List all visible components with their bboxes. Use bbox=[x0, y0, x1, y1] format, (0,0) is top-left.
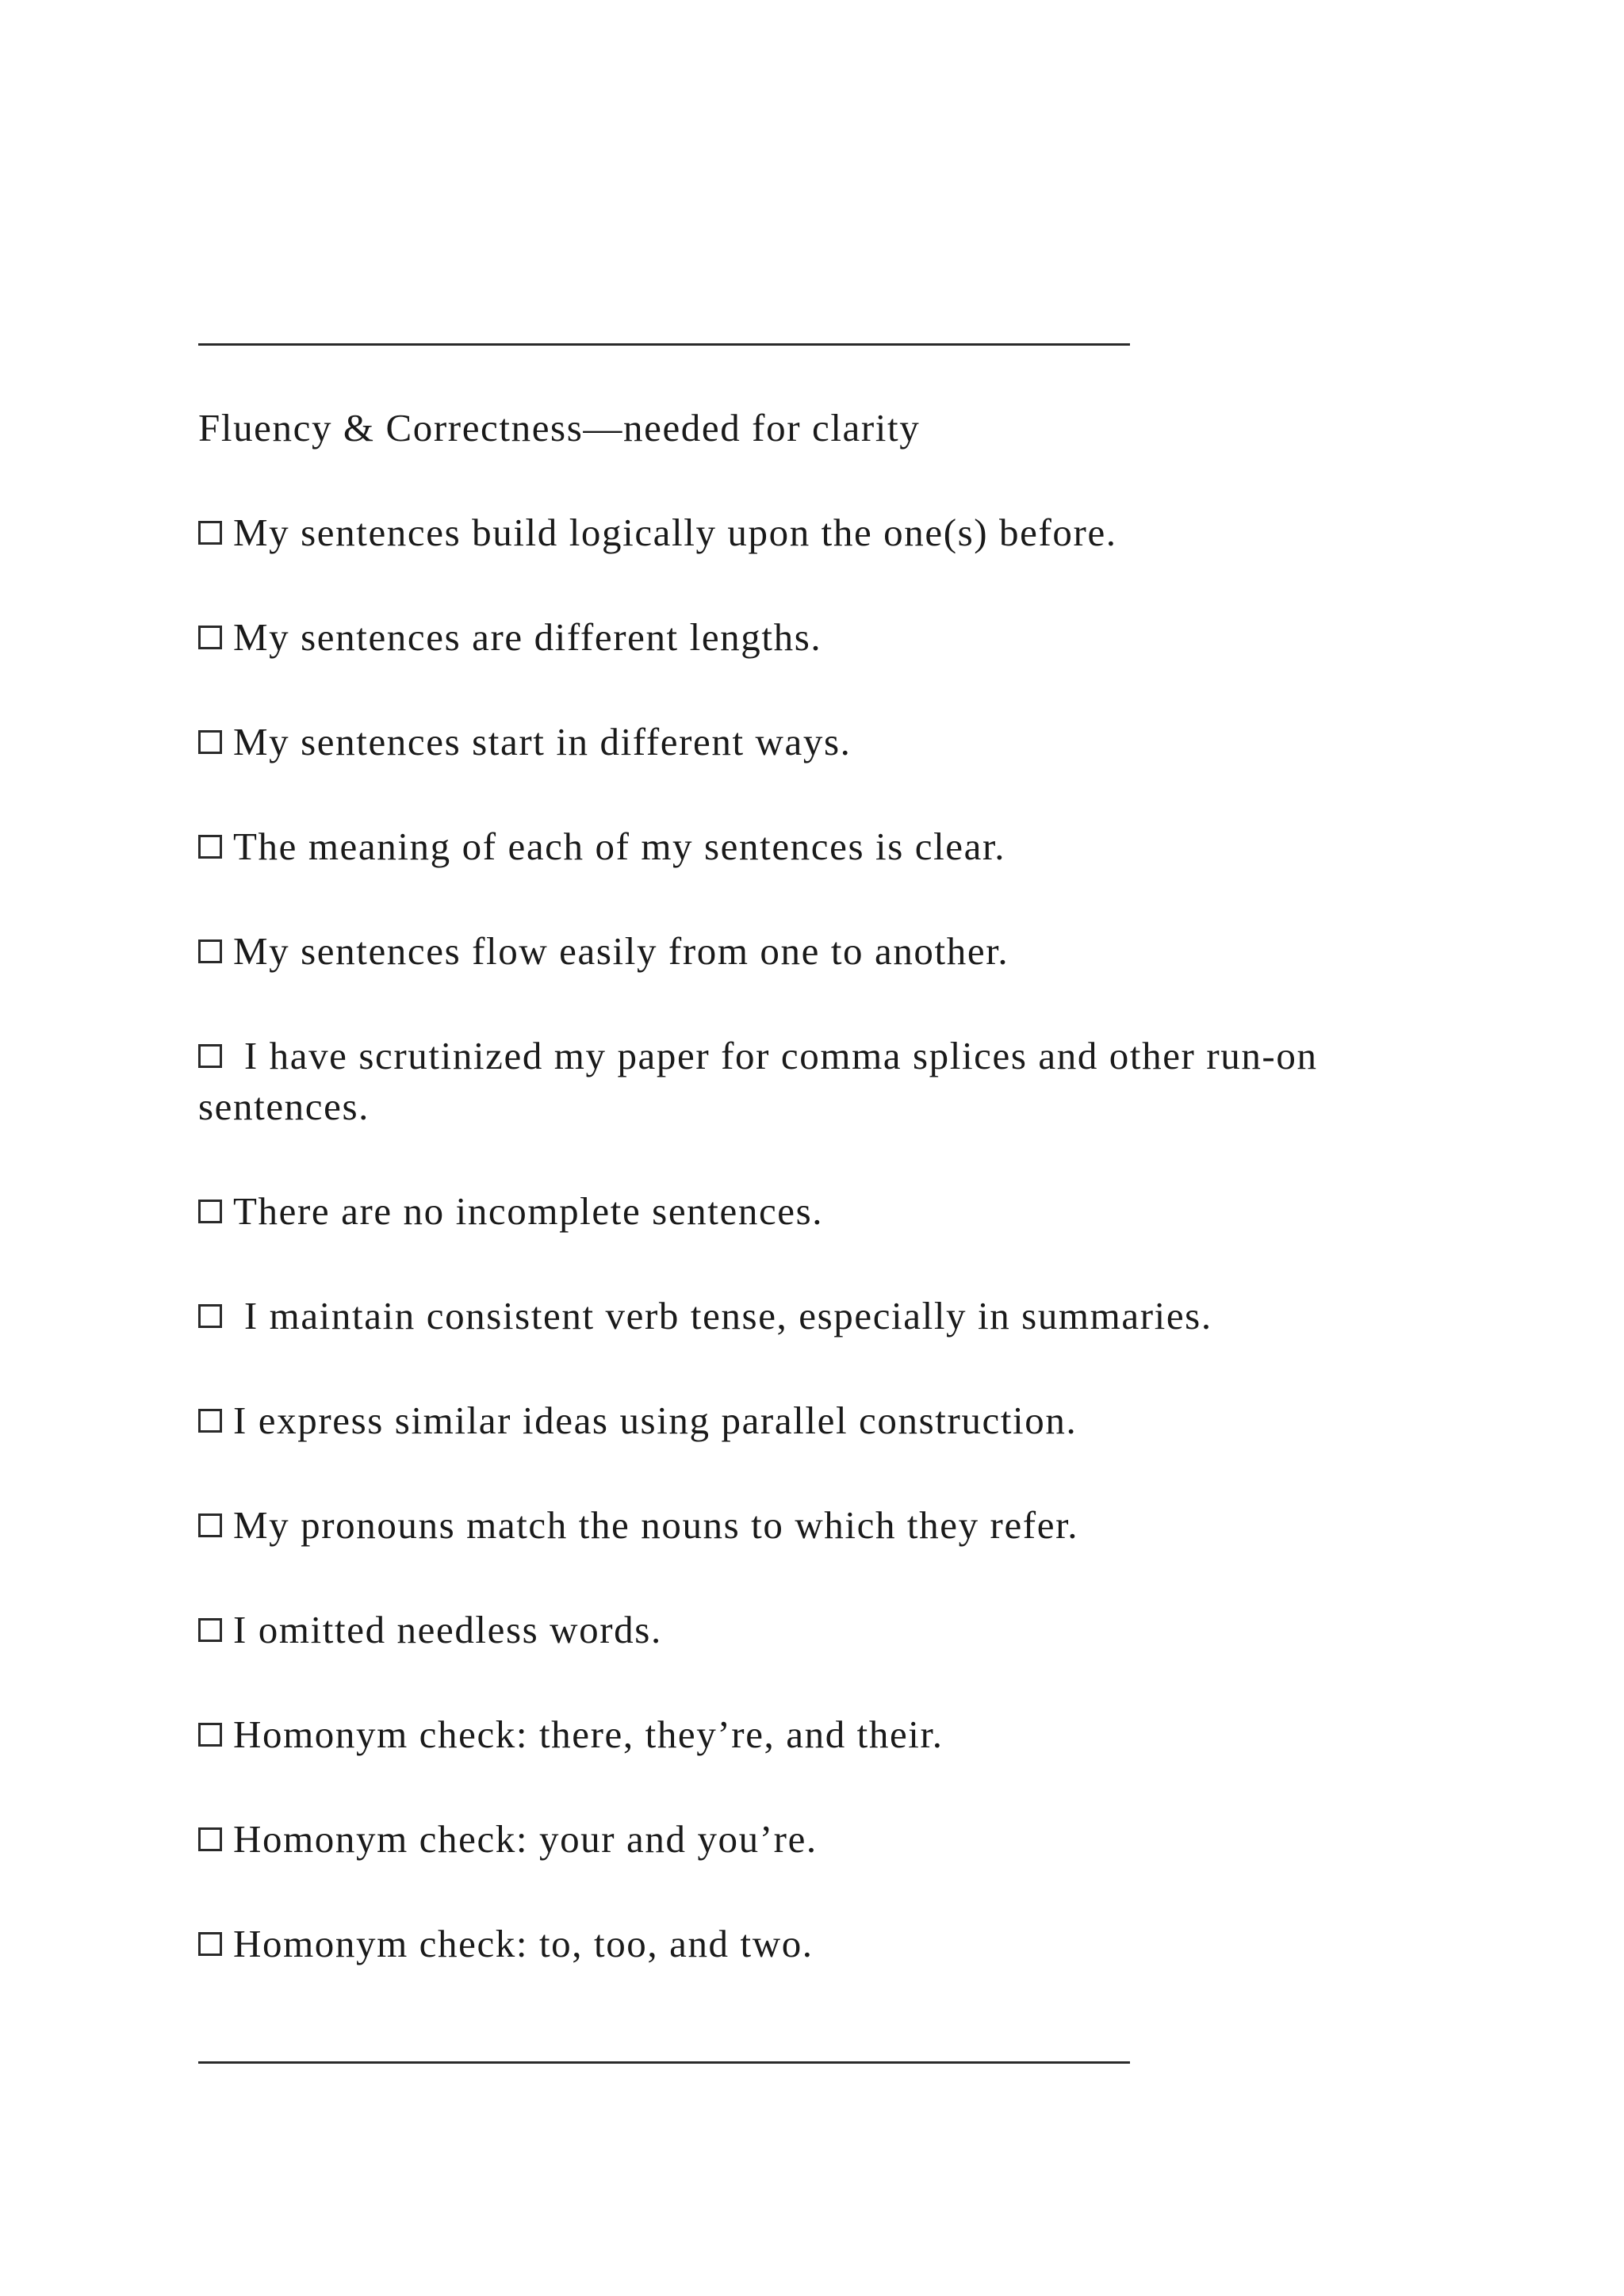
checklist-item bbox=[198, 1605, 1451, 1655]
checklist-item bbox=[198, 1186, 1451, 1237]
checkbox[interactable] bbox=[198, 835, 222, 859]
checklist-item bbox=[198, 1500, 1451, 1551]
checklist-item bbox=[198, 821, 1451, 872]
bottom-divider bbox=[198, 2061, 1130, 2064]
checklist-item-text: My pronouns match the nouns to which they refer. bbox=[233, 1503, 1079, 1547]
checklist-item bbox=[198, 1395, 1451, 1446]
checklist-item-text: My sentences are different lengths. bbox=[233, 615, 822, 659]
checkbox[interactable] bbox=[198, 730, 222, 754]
checklist-item-text: I omitted needless words. bbox=[233, 1608, 662, 1651]
checkbox[interactable] bbox=[198, 1723, 222, 1747]
checkbox[interactable] bbox=[198, 1409, 222, 1433]
checkbox[interactable] bbox=[198, 1513, 222, 1537]
checklist-item bbox=[198, 507, 1451, 558]
checklist-item-text: Homonym check: to, too, and two. bbox=[233, 1922, 814, 1965]
checkbox[interactable] bbox=[198, 521, 222, 545]
checkbox[interactable] bbox=[198, 626, 222, 649]
checkbox[interactable] bbox=[198, 1044, 222, 1068]
checkbox[interactable] bbox=[198, 1618, 222, 1642]
checklist-item bbox=[198, 1709, 1451, 1760]
checkbox[interactable] bbox=[198, 1200, 222, 1223]
checkbox[interactable] bbox=[198, 1304, 222, 1328]
checklist-item bbox=[198, 717, 1451, 767]
checklist-item-text: My sentences flow easily from one to another. bbox=[233, 929, 1009, 973]
section-heading: Fluency & Correctness—needed for clarity bbox=[198, 406, 921, 450]
checklist-item-text: My sentences start in different ways. bbox=[233, 720, 852, 763]
checklist-item bbox=[198, 1814, 1451, 1865]
checkbox[interactable] bbox=[198, 1932, 222, 1956]
checklist-item-text: There are no incomplete sentences. bbox=[233, 1189, 824, 1233]
checklist-item bbox=[198, 926, 1451, 977]
checklist-item-text: Homonym check: there, they’re, and their. bbox=[233, 1712, 944, 1756]
checklist-item-text: The meaning of each of my sentences is clear. bbox=[233, 825, 1006, 868]
checklist-item bbox=[198, 612, 1451, 663]
checklist-item-text: I express similar ideas using parallel construction. bbox=[233, 1399, 1078, 1442]
checklist-item-text: Homonym check: your and you’re. bbox=[233, 1817, 818, 1861]
checklist-item-text: I have scrutinized my paper for comma splices and other run-on sentences. bbox=[198, 1034, 1318, 1128]
checklist bbox=[198, 507, 1451, 2023]
checklist-item bbox=[198, 1919, 1451, 1969]
checklist-item-text: I maintain consistent verb tense, especially in summaries. bbox=[233, 1294, 1212, 1337]
checklist-item bbox=[198, 1291, 1451, 1341]
checklist-item-text: My sentences build logically upon the one(s) before. bbox=[233, 511, 1117, 554]
checkbox[interactable] bbox=[198, 1827, 222, 1851]
checklist-item bbox=[198, 1031, 1451, 1132]
top-divider bbox=[198, 343, 1130, 346]
checkbox[interactable] bbox=[198, 939, 222, 963]
